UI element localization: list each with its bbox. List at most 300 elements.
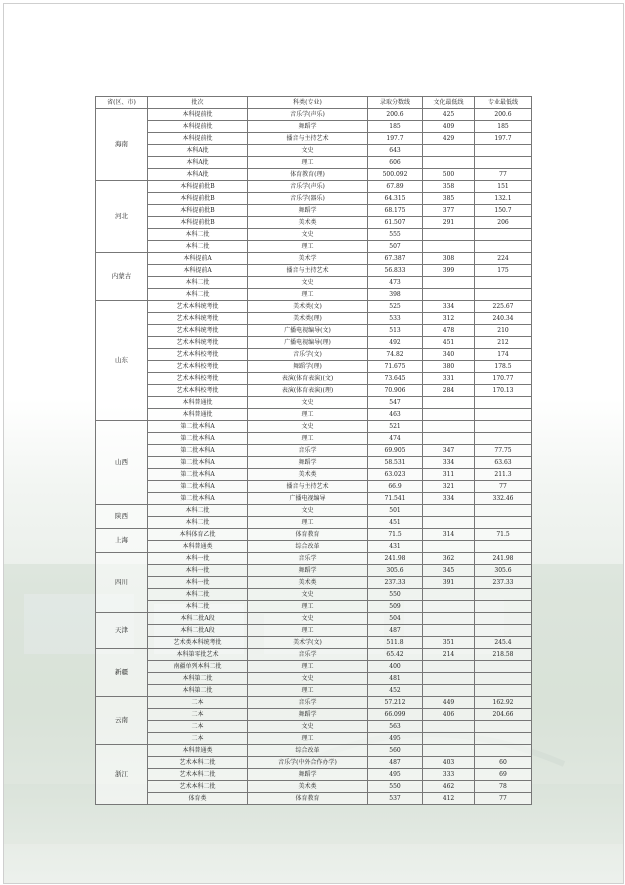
batch-cell: 本科二批 (148, 277, 248, 289)
admission-score-cell: 57.212 (368, 697, 423, 709)
admission-score-cell: 533 (368, 313, 423, 325)
admission-score-cell: 74.82 (368, 349, 423, 361)
admission-score-cell: 555 (368, 229, 423, 241)
table-row (96, 397, 532, 409)
table-row (96, 673, 532, 685)
major-min-cell: 175 (475, 265, 532, 277)
province-cell: 山东 (96, 301, 148, 421)
header-major-min: 专业最低线 (475, 97, 532, 109)
province-cell: 云南 (96, 697, 148, 745)
table-row (96, 781, 532, 793)
admission-score-cell: 66.099 (368, 709, 423, 721)
admission-score-cell: 241.98 (368, 553, 423, 565)
major-min-cell: 174 (475, 349, 532, 361)
subject-cell: 理工 (248, 625, 368, 637)
subject-cell: 播音与主持艺术 (248, 265, 368, 277)
admission-score-cell: 509 (368, 601, 423, 613)
subject-cell: 美术学(文) (248, 637, 368, 649)
major-min-cell: 170.13 (475, 385, 532, 397)
header-subject: 科类(专业) (248, 97, 368, 109)
subject-cell: 理工 (248, 289, 368, 301)
batch-cell: 艺术本科统考批 (148, 337, 248, 349)
admission-score-cell: 64.315 (368, 193, 423, 205)
table-row (96, 733, 532, 745)
culture-min-cell: 214 (423, 649, 475, 661)
table-row (96, 265, 532, 277)
admission-score-cell: 500.092 (368, 169, 423, 181)
batch-cell: 本科一批 (148, 553, 248, 565)
table-row (96, 685, 532, 697)
subject-cell: 广播电视编导(文) (248, 325, 368, 337)
table-row (96, 361, 532, 373)
table-row (96, 721, 532, 733)
batch-cell: 本科提前批 (148, 133, 248, 145)
culture-min-cell (423, 505, 475, 517)
culture-min-cell: 429 (423, 133, 475, 145)
batch-cell: 艺术本科校考批 (148, 385, 248, 397)
culture-min-cell: 334 (423, 301, 475, 313)
admission-score-cell: 398 (368, 289, 423, 301)
admission-score-cell: 537 (368, 793, 423, 805)
batch-cell: 本科普通批 (148, 409, 248, 421)
table-row (96, 457, 532, 469)
major-min-cell: 77 (475, 169, 532, 181)
batch-cell: 艺术本科统考批 (148, 301, 248, 313)
table-row (96, 421, 532, 433)
major-min-cell: 224 (475, 253, 532, 265)
culture-min-cell: 385 (423, 193, 475, 205)
province-cell: 四川 (96, 553, 148, 613)
culture-min-cell (423, 241, 475, 253)
table-row (96, 589, 532, 601)
batch-cell: 第二批本科A (148, 433, 248, 445)
admission-score-cell: 550 (368, 589, 423, 601)
batch-cell: 二本 (148, 721, 248, 733)
admission-score-cell: 197.7 (368, 133, 423, 145)
admission-score-cell: 200.6 (368, 109, 423, 121)
table-row (96, 145, 532, 157)
admission-score-cell: 71.5 (368, 529, 423, 541)
subject-cell: 舞蹈学 (248, 565, 368, 577)
batch-cell: 本科第二批 (148, 673, 248, 685)
subject-cell: 美术类 (248, 781, 368, 793)
admission-score-cell: 68.175 (368, 205, 423, 217)
table-row (96, 229, 532, 241)
admission-score-cell: 521 (368, 421, 423, 433)
batch-cell: 本科二批 (148, 229, 248, 241)
batch-cell: 本科二批 (148, 517, 248, 529)
batch-cell: 本科提前批B (148, 181, 248, 193)
subject-cell: 美术类(文) (248, 301, 368, 313)
major-min-cell (475, 421, 532, 433)
admission-score-cell: 305.6 (368, 565, 423, 577)
culture-min-cell (423, 277, 475, 289)
subject-cell: 舞蹈学 (248, 457, 368, 469)
major-min-cell: 305.6 (475, 565, 532, 577)
major-min-cell: 197.7 (475, 133, 532, 145)
admission-score-cell: 487 (368, 757, 423, 769)
batch-cell: 艺术本科二批 (148, 781, 248, 793)
subject-cell: 舞蹈学(理) (248, 361, 368, 373)
subject-cell: 理工 (248, 685, 368, 697)
culture-min-cell (423, 685, 475, 697)
table-row (96, 529, 532, 541)
subject-cell: 音乐学(器乐) (248, 193, 368, 205)
batch-cell: 本科二批 (148, 589, 248, 601)
subject-cell: 文史 (248, 397, 368, 409)
culture-min-cell: 347 (423, 445, 475, 457)
subject-cell: 播音与主持艺术 (248, 481, 368, 493)
table-row (96, 181, 532, 193)
major-min-cell (475, 241, 532, 253)
batch-cell: 第二批本科A (148, 469, 248, 481)
culture-min-cell (423, 661, 475, 673)
culture-min-cell (423, 433, 475, 445)
major-min-cell (475, 589, 532, 601)
subject-cell: 体育教育 (248, 529, 368, 541)
table-header-row (96, 97, 532, 109)
culture-min-cell (423, 721, 475, 733)
batch-cell: 第二批本科A (148, 481, 248, 493)
major-min-cell: 150.7 (475, 205, 532, 217)
culture-min-cell: 333 (423, 769, 475, 781)
table-row (96, 745, 532, 757)
table-row (96, 601, 532, 613)
table-row (96, 433, 532, 445)
major-min-cell (475, 145, 532, 157)
major-min-cell (475, 409, 532, 421)
culture-min-cell (423, 409, 475, 421)
table-row (96, 337, 532, 349)
subject-cell: 音乐学 (248, 445, 368, 457)
subject-cell: 音乐学(文) (248, 349, 368, 361)
table-row (96, 769, 532, 781)
admission-score-cell: 65.42 (368, 649, 423, 661)
batch-cell: 二本 (148, 733, 248, 745)
table-row (96, 445, 532, 457)
admission-score-cell: 451 (368, 517, 423, 529)
table-row (96, 193, 532, 205)
province-cell: 河北 (96, 181, 148, 253)
subject-cell: 理工 (248, 157, 368, 169)
table-row (96, 493, 532, 505)
admission-score-cell: 473 (368, 277, 423, 289)
subject-cell: 表演(体育表演)(文) (248, 373, 368, 385)
major-min-cell (475, 289, 532, 301)
culture-min-cell: 308 (423, 253, 475, 265)
table-row (96, 517, 532, 529)
table-row (96, 169, 532, 181)
subject-cell: 文史 (248, 277, 368, 289)
admission-score-cell: 507 (368, 241, 423, 253)
major-min-cell: 151 (475, 181, 532, 193)
admission-score-cell: 452 (368, 685, 423, 697)
major-min-cell: 77 (475, 793, 532, 805)
culture-min-cell: 377 (423, 205, 475, 217)
culture-min-cell: 449 (423, 697, 475, 709)
major-min-cell: 204.66 (475, 709, 532, 721)
major-min-cell (475, 685, 532, 697)
admission-score-cell: 237.33 (368, 577, 423, 589)
major-min-cell (475, 397, 532, 409)
table-row (96, 253, 532, 265)
batch-cell: 艺术本科二批 (148, 769, 248, 781)
major-min-cell: 210 (475, 325, 532, 337)
batch-cell: 本科一批 (148, 577, 248, 589)
table-row (96, 541, 532, 553)
culture-min-cell: 312 (423, 313, 475, 325)
major-min-cell: 162.92 (475, 697, 532, 709)
table-row (96, 385, 532, 397)
culture-min-cell: 351 (423, 637, 475, 649)
culture-min-cell: 334 (423, 493, 475, 505)
province-cell: 新疆 (96, 649, 148, 697)
subject-cell: 舞蹈学 (248, 121, 368, 133)
batch-cell: 本科第零批艺术 (148, 649, 248, 661)
table-row (96, 793, 532, 805)
major-min-cell: 211.3 (475, 469, 532, 481)
subject-cell: 文史 (248, 673, 368, 685)
batch-cell: 本科二批 (148, 289, 248, 301)
culture-min-cell: 478 (423, 325, 475, 337)
subject-cell: 美术学 (248, 253, 368, 265)
batch-cell: 艺术类本科统考批 (148, 637, 248, 649)
culture-min-cell (423, 421, 475, 433)
subject-cell: 音乐学 (248, 553, 368, 565)
subject-cell: 理工 (248, 733, 368, 745)
batch-cell: 本科普通批 (148, 397, 248, 409)
batch-cell: 本科二批 (148, 601, 248, 613)
subject-cell: 文史 (248, 721, 368, 733)
admission-score-cell: 185 (368, 121, 423, 133)
major-min-cell (475, 745, 532, 757)
province-cell: 陕西 (96, 505, 148, 529)
admission-score-cell: 501 (368, 505, 423, 517)
subject-cell: 表演(体育表演)(理) (248, 385, 368, 397)
table-row (96, 625, 532, 637)
subject-cell: 文史 (248, 421, 368, 433)
admission-score-cell: 504 (368, 613, 423, 625)
culture-min-cell: 451 (423, 337, 475, 349)
admission-score-cell: 643 (368, 145, 423, 157)
subject-cell: 音乐学(中外合作办学) (248, 757, 368, 769)
major-min-cell (475, 661, 532, 673)
batch-cell: 本科普通类 (148, 745, 248, 757)
table-row (96, 109, 532, 121)
culture-min-cell: 462 (423, 781, 475, 793)
header-province: 省(区、市) (96, 97, 148, 109)
admission-score-cell: 563 (368, 721, 423, 733)
subject-cell: 广播电视编导(理) (248, 337, 368, 349)
batch-cell: 南疆单列本科二批 (148, 661, 248, 673)
table-row (96, 241, 532, 253)
table-row (96, 577, 532, 589)
major-min-cell: 237.33 (475, 577, 532, 589)
culture-min-cell: 314 (423, 529, 475, 541)
admission-score-cell: 67.89 (368, 181, 423, 193)
batch-cell: 本科A批 (148, 157, 248, 169)
table-row (96, 649, 532, 661)
admission-score-cell: 513 (368, 325, 423, 337)
culture-min-cell: 331 (423, 373, 475, 385)
major-min-cell: 63.63 (475, 457, 532, 469)
table-row (96, 505, 532, 517)
major-min-cell (475, 541, 532, 553)
subject-cell: 美术类 (248, 577, 368, 589)
culture-min-cell (423, 745, 475, 757)
subject-cell: 美术类 (248, 217, 368, 229)
batch-cell: 本科提前批 (148, 121, 248, 133)
culture-min-cell: 391 (423, 577, 475, 589)
batch-cell: 二本 (148, 697, 248, 709)
culture-min-cell: 399 (423, 265, 475, 277)
culture-min-cell: 291 (423, 217, 475, 229)
subject-cell: 播音与主持艺术 (248, 133, 368, 145)
admission-score-cell: 58.531 (368, 457, 423, 469)
table-row (96, 565, 532, 577)
culture-min-cell: 362 (423, 553, 475, 565)
batch-cell: 体育类 (148, 793, 248, 805)
table-row (96, 697, 532, 709)
table-row (96, 349, 532, 361)
major-min-cell: 218.58 (475, 649, 532, 661)
major-min-cell (475, 517, 532, 529)
table-row (96, 373, 532, 385)
major-min-cell (475, 277, 532, 289)
batch-cell: 第二批本科A (148, 493, 248, 505)
major-min-cell (475, 673, 532, 685)
culture-min-cell: 406 (423, 709, 475, 721)
subject-cell: 体育教育(理) (248, 169, 368, 181)
admission-score-cell: 56.833 (368, 265, 423, 277)
major-min-cell (475, 625, 532, 637)
table-body (96, 109, 532, 805)
subject-cell: 理工 (248, 661, 368, 673)
batch-cell: 本科二批A段 (148, 613, 248, 625)
batch-cell: 本科一批 (148, 565, 248, 577)
major-min-cell (475, 601, 532, 613)
batch-cell: 本科二批 (148, 241, 248, 253)
culture-min-cell: 311 (423, 469, 475, 481)
table-row (96, 313, 532, 325)
culture-min-cell: 403 (423, 757, 475, 769)
admission-score-cell: 70.906 (368, 385, 423, 397)
admission-score-cell: 71.541 (368, 493, 423, 505)
major-min-cell (475, 229, 532, 241)
subject-cell: 舞蹈学 (248, 769, 368, 781)
subject-cell: 文史 (248, 229, 368, 241)
admission-score-cell: 492 (368, 337, 423, 349)
culture-min-cell (423, 517, 475, 529)
culture-min-cell: 284 (423, 385, 475, 397)
culture-min-cell (423, 397, 475, 409)
culture-min-cell: 380 (423, 361, 475, 373)
subject-cell: 理工 (248, 433, 368, 445)
culture-min-cell: 340 (423, 349, 475, 361)
major-min-cell: 185 (475, 121, 532, 133)
table-row (96, 469, 532, 481)
batch-cell: 本科二批 (148, 505, 248, 517)
province-cell: 天津 (96, 613, 148, 649)
subject-cell: 音乐学(声乐) (248, 181, 368, 193)
batch-cell: 本科提前批 (148, 109, 248, 121)
batch-cell: 艺术本科统考批 (148, 313, 248, 325)
major-min-cell: 77 (475, 481, 532, 493)
subject-cell: 综合改革 (248, 541, 368, 553)
culture-min-cell: 409 (423, 121, 475, 133)
culture-min-cell: 334 (423, 457, 475, 469)
major-min-cell: 332.46 (475, 493, 532, 505)
admission-score-cell: 550 (368, 781, 423, 793)
table-row (96, 325, 532, 337)
culture-min-cell (423, 613, 475, 625)
table-row (96, 217, 532, 229)
batch-cell: 本科体育乙批 (148, 529, 248, 541)
culture-min-cell (423, 541, 475, 553)
major-min-cell: 78 (475, 781, 532, 793)
culture-min-cell (423, 589, 475, 601)
admission-score-cell: 431 (368, 541, 423, 553)
header-batch: 批次 (148, 97, 248, 109)
table-row (96, 277, 532, 289)
admission-score-cell: 474 (368, 433, 423, 445)
batch-cell: 本科A批 (148, 169, 248, 181)
batch-cell: 本科提前批B (148, 193, 248, 205)
subject-cell: 音乐学 (248, 697, 368, 709)
table-row (96, 553, 532, 565)
admission-score-table (95, 96, 532, 805)
admission-score-cell: 67.387 (368, 253, 423, 265)
major-min-cell: 241.98 (475, 553, 532, 565)
subject-cell: 美术类 (248, 469, 368, 481)
admission-score-cell: 547 (368, 397, 423, 409)
culture-min-cell (423, 289, 475, 301)
batch-cell: 本科第二批 (148, 685, 248, 697)
major-min-cell: 132.1 (475, 193, 532, 205)
subject-cell: 文史 (248, 613, 368, 625)
province-cell: 上海 (96, 529, 148, 553)
admission-score-cell: 487 (368, 625, 423, 637)
batch-cell: 本科提前A (148, 265, 248, 277)
subject-cell: 文史 (248, 505, 368, 517)
admission-score-cell: 463 (368, 409, 423, 421)
subject-cell: 音乐学 (248, 649, 368, 661)
admission-score-cell: 400 (368, 661, 423, 673)
subject-cell: 理工 (248, 241, 368, 253)
header-culture-min: 文化最低线 (423, 97, 475, 109)
culture-min-cell (423, 673, 475, 685)
table-row (96, 157, 532, 169)
batch-cell: 第二批本科A (148, 421, 248, 433)
culture-min-cell: 345 (423, 565, 475, 577)
batch-cell: 本科提前批B (148, 217, 248, 229)
major-min-cell: 69 (475, 769, 532, 781)
subject-cell: 美术类(理) (248, 313, 368, 325)
major-min-cell (475, 433, 532, 445)
admission-score-cell: 511.8 (368, 637, 423, 649)
culture-min-cell: 425 (423, 109, 475, 121)
subject-cell: 舞蹈学 (248, 205, 368, 217)
culture-min-cell (423, 625, 475, 637)
batch-cell: 本科A批 (148, 145, 248, 157)
major-min-cell: 206 (475, 217, 532, 229)
subject-cell: 文史 (248, 589, 368, 601)
table-row (96, 409, 532, 421)
major-min-cell: 212 (475, 337, 532, 349)
major-min-cell (475, 733, 532, 745)
table-row (96, 637, 532, 649)
table-row (96, 613, 532, 625)
